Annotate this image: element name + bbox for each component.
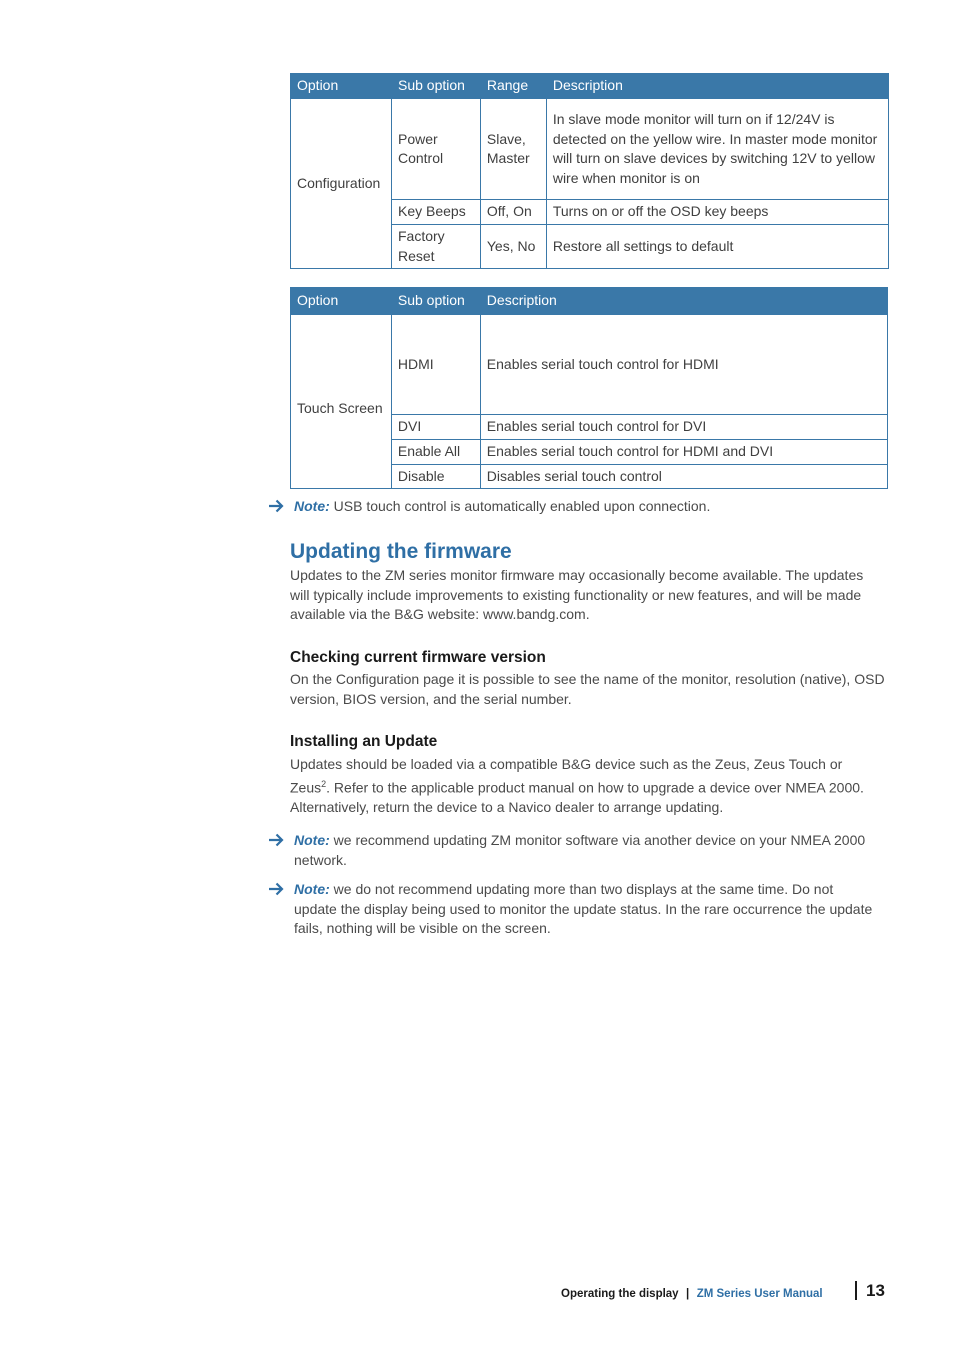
header-option: Option xyxy=(291,74,392,99)
header-sub-option: Sub option xyxy=(391,74,480,99)
header-range: Range xyxy=(480,74,546,99)
table-header-row xyxy=(291,74,889,99)
note-multiple-displays xyxy=(294,880,874,939)
sub-option-cell: Disable xyxy=(391,465,480,489)
sub-option-cell: Key Beeps xyxy=(391,200,480,225)
sub-option-cell: Power Control xyxy=(391,99,480,200)
note-label: Note: xyxy=(294,832,330,848)
arrow-right-icon xyxy=(267,831,285,849)
section-title: Updating the firmware xyxy=(290,540,512,563)
sub-option-cell: HDMI xyxy=(391,315,480,415)
header-sub-option: Sub option xyxy=(391,288,480,315)
header-description: Description xyxy=(546,74,888,99)
subsection-body-installing xyxy=(290,755,886,798)
arrow-right-icon xyxy=(267,497,285,515)
description-cell: Enables serial touch control for HDMI xyxy=(480,315,887,415)
subsection-title-checking: Checking current firmware version xyxy=(290,649,546,666)
description-cell: Restore all settings to default xyxy=(546,225,888,269)
note-label: Note: xyxy=(294,881,330,897)
range-cell: Slave, Master xyxy=(480,99,546,200)
note-text: we recommend updating ZM monitor software via another device on your NMEA 2000 network. xyxy=(294,832,866,868)
range-cell: Off, On xyxy=(480,200,546,225)
note-recommend xyxy=(294,831,888,870)
subsection-title-installing: Installing an Update xyxy=(290,733,438,750)
sub-option-cell: Enable All xyxy=(391,440,480,465)
install-text-b: . Refer to the applicable product manual on how to upgrade a device over NMEA 2000. xyxy=(326,779,864,796)
description-cell: Turns on or off the OSD key beeps xyxy=(546,200,888,225)
footer-manual-title: ZM Series User Manual xyxy=(696,1288,823,1300)
section-body: Updates to the ZM series monitor firmware may occasionally become available. The updates will typically include improvements to existing functionality or new features, and will be made available via the B&G website: www.bandg.com. xyxy=(290,567,864,622)
footer-section: Operating the display xyxy=(561,1288,679,1300)
option-cell: Configuration xyxy=(291,99,392,269)
touch-screen-table xyxy=(290,287,888,489)
note-text: we do not recommend updating more than two displays at the same time. Do not update the display being used to monitor the update status. In the rare occurrence the update fails, nothing will be visible on the screen. xyxy=(294,881,873,936)
description-cell: Enables serial touch control for DVI xyxy=(480,415,887,440)
sub-option-cell: DVI xyxy=(391,415,480,440)
arrow-right-icon xyxy=(267,880,285,898)
footer xyxy=(561,1284,823,1302)
note-usb-touch xyxy=(294,497,888,517)
header-option: Option xyxy=(291,288,392,315)
footer-separator: | xyxy=(686,1288,690,1300)
note-label: Note: xyxy=(294,498,330,514)
description-cell: In slave mode monitor will turn on if 12/24V is detected on the yellow wire. In master mode monitor will turn on slave devices by switching 12V to yellow wire when monitor is on xyxy=(546,99,888,200)
page-number: 13 xyxy=(866,1281,885,1300)
subsection-body-alternative: Alternatively, return the device to a Navico dealer to arrange updating. xyxy=(290,799,724,815)
option-cell: Touch Screen xyxy=(291,315,392,489)
subsection-body-checking: On the Configuration page it is possible to see the name of the monitor, resolution (native), OSD version, BIOS version, and the serial number. xyxy=(290,671,885,707)
table-row xyxy=(291,315,888,415)
sub-option-cell: Factory Reset xyxy=(391,225,480,269)
note-text: USB touch control is automatically enabled upon connection. xyxy=(329,498,711,514)
footer-divider xyxy=(855,1281,857,1300)
install-text-a: Updates should be loaded via a compatible B&G device such as the Zeus, Zeus Touch or Zeus xyxy=(290,756,843,796)
superscript: 2 xyxy=(321,778,327,789)
description-cell: Disables serial touch control xyxy=(480,465,887,489)
description-cell: Enables serial touch control for HDMI and DVI xyxy=(480,440,887,465)
header-description: Description xyxy=(480,288,887,315)
table-row xyxy=(291,99,889,200)
range-cell: Yes, No xyxy=(480,225,546,269)
table-header-row xyxy=(291,288,888,315)
configuration-table xyxy=(290,73,889,269)
